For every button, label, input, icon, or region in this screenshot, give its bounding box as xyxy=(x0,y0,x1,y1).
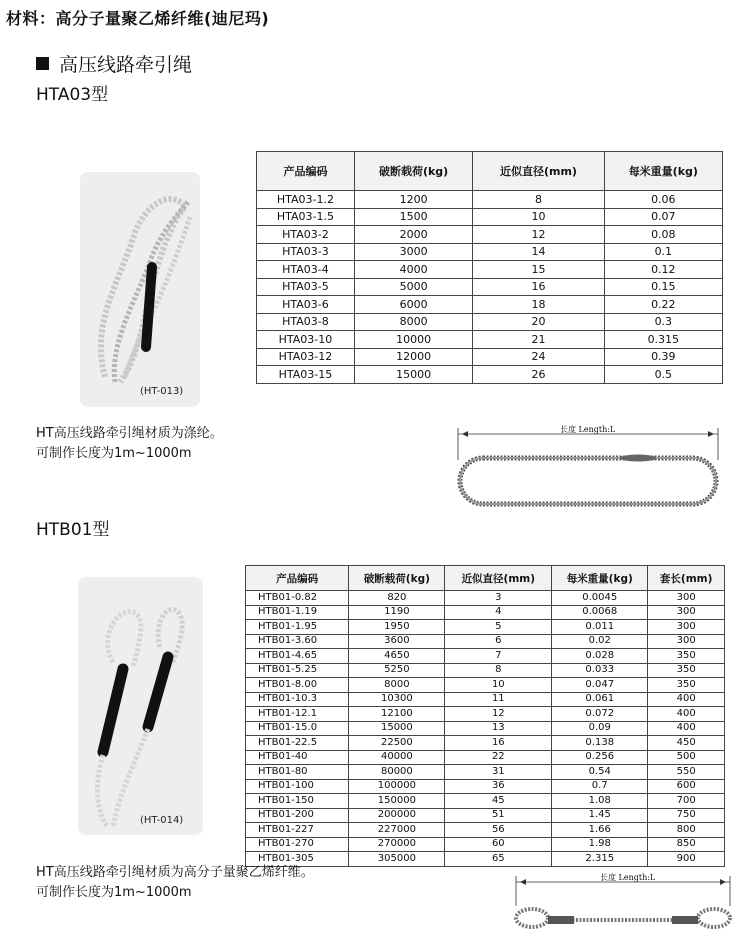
table-cell: HTB01-305 xyxy=(246,852,349,867)
model2-spec-table xyxy=(245,565,725,867)
table-cell: HTB01-10.3 xyxy=(246,692,349,707)
table-row xyxy=(257,313,723,331)
table-cell: 227000 xyxy=(349,823,445,838)
model1-description xyxy=(36,424,223,464)
table-cell: 350 xyxy=(648,678,725,693)
table-cell: HTA03-12 xyxy=(257,348,355,366)
table-cell: 10 xyxy=(445,678,552,693)
model1-desc-line2: 可制作长度为1m~1000m xyxy=(36,446,192,461)
table-cell: 11 xyxy=(445,692,552,707)
model2-diagram-label: 长度 Length:L xyxy=(600,873,656,882)
table-cell: 350 xyxy=(648,663,725,678)
table-header: 套长(mm) xyxy=(648,566,725,591)
table-cell: 1190 xyxy=(349,605,445,620)
table-row xyxy=(246,765,725,780)
table-cell: 400 xyxy=(648,692,725,707)
table-cell: 16 xyxy=(473,278,604,296)
table-cell: HTB01-12.1 xyxy=(246,707,349,722)
table-cell: 13 xyxy=(445,721,552,736)
model2-photo-caption: (HT-014) xyxy=(140,815,184,826)
table-row xyxy=(246,678,725,693)
table-cell: 2.315 xyxy=(552,852,648,867)
table-cell: 21 xyxy=(473,331,604,349)
table-cell: 300 xyxy=(648,591,725,606)
table-cell: 1950 xyxy=(349,620,445,635)
table-cell: 400 xyxy=(648,721,725,736)
square-bullet-icon xyxy=(36,57,49,70)
table-cell: 400 xyxy=(648,707,725,722)
table-cell: 8000 xyxy=(354,313,472,331)
table-cell: 1200 xyxy=(354,191,472,209)
table-cell: 3000 xyxy=(354,243,472,261)
material-heading: 材料：高分子量聚乙烯纤维(迪尼玛) xyxy=(6,9,270,28)
table-cell: 270000 xyxy=(349,837,445,852)
table-cell: 5 xyxy=(445,620,552,635)
table-cell: 450 xyxy=(648,736,725,751)
table-cell: 18 xyxy=(473,296,604,314)
table-cell: 0.028 xyxy=(552,649,648,664)
model2-title: HTB01型 xyxy=(36,520,110,540)
table-cell: HTA03-8 xyxy=(257,313,355,331)
table-cell: 0.072 xyxy=(552,707,648,722)
table-cell: 8 xyxy=(473,191,604,209)
table-cell: 12100 xyxy=(349,707,445,722)
table-cell: 1.08 xyxy=(552,794,648,809)
model1-diagram-label: 长度 Length:L xyxy=(560,425,616,434)
table-cell: 200000 xyxy=(349,808,445,823)
table-header: 破断载荷(kg) xyxy=(349,566,445,591)
table-row xyxy=(246,591,725,606)
section-title-text: 高压线路牵引绳 xyxy=(59,54,193,76)
table-cell: 300 xyxy=(648,605,725,620)
table-cell: 31 xyxy=(445,765,552,780)
table-cell: HTB01-40 xyxy=(246,750,349,765)
table-cell: HTB01-3.60 xyxy=(246,634,349,649)
table-cell: 305000 xyxy=(349,852,445,867)
table-cell: 0.315 xyxy=(604,331,722,349)
table-cell: 6000 xyxy=(354,296,472,314)
table-row xyxy=(246,750,725,765)
table-cell: 22500 xyxy=(349,736,445,751)
table-header: 产品编码 xyxy=(246,566,349,591)
table-cell: HTA03-3 xyxy=(257,243,355,261)
table-cell: 0.011 xyxy=(552,620,648,635)
table-cell: 20 xyxy=(473,313,604,331)
table-cell: 0.39 xyxy=(604,348,722,366)
table-cell: HTB01-1.19 xyxy=(246,605,349,620)
table-cell: HTB01-227 xyxy=(246,823,349,838)
table-row xyxy=(257,331,723,349)
rope-coil-image xyxy=(80,172,200,407)
table-cell: 5000 xyxy=(354,278,472,296)
rope-sling-image xyxy=(78,577,203,835)
table-row xyxy=(257,348,723,366)
table-cell: 150000 xyxy=(349,794,445,809)
table-cell: 0.0068 xyxy=(552,605,648,620)
table-cell: 10300 xyxy=(349,692,445,707)
table-cell: 36 xyxy=(445,779,552,794)
model1-photo-caption: (HT-013) xyxy=(140,386,184,397)
table-cell: 10 xyxy=(473,208,604,226)
table-cell: 1.45 xyxy=(552,808,648,823)
table-cell: 56 xyxy=(445,823,552,838)
table-row xyxy=(246,823,725,838)
table-cell: 15 xyxy=(473,261,604,279)
table-cell: 0.09 xyxy=(552,721,648,736)
table-cell: 0.06 xyxy=(604,191,722,209)
table-cell: 0.047 xyxy=(552,678,648,693)
table-cell: HTB01-200 xyxy=(246,808,349,823)
table-cell: 65 xyxy=(445,852,552,867)
table-cell: HTA03-2 xyxy=(257,226,355,244)
table-cell: 60 xyxy=(445,837,552,852)
model2-desc-line1: HT高压线路牵引绳材质为高分子量聚乙烯纤维。 xyxy=(36,865,314,880)
table-row xyxy=(257,226,723,244)
table-header: 每米重量(kg) xyxy=(552,566,648,591)
table-cell: HTB01-4.65 xyxy=(246,649,349,664)
table-cell: 4000 xyxy=(354,261,472,279)
table-cell: 820 xyxy=(349,591,445,606)
table-cell: HTB01-0.82 xyxy=(246,591,349,606)
table-row xyxy=(257,366,723,384)
table-cell: 45 xyxy=(445,794,552,809)
table-row xyxy=(257,243,723,261)
table-row xyxy=(246,649,725,664)
table-cell: 22 xyxy=(445,750,552,765)
table-cell: HTB01-1.95 xyxy=(246,620,349,635)
table-cell: 8000 xyxy=(349,678,445,693)
model1-length-diagram xyxy=(440,420,730,512)
table-cell: 500 xyxy=(648,750,725,765)
table-cell: HTA03-15 xyxy=(257,366,355,384)
model2-desc-line2: 可制作长度为1m~1000m xyxy=(36,885,192,900)
table-cell: 3600 xyxy=(349,634,445,649)
table-cell: 0.256 xyxy=(552,750,648,765)
table-cell: 1500 xyxy=(354,208,472,226)
table-cell: 0.22 xyxy=(604,296,722,314)
section-title xyxy=(36,50,192,77)
table-cell: 0.3 xyxy=(604,313,722,331)
table-cell: 100000 xyxy=(349,779,445,794)
table-cell: 40000 xyxy=(349,750,445,765)
table-header: 破断载荷(kg) xyxy=(354,152,472,191)
table-cell: HTA03-1.2 xyxy=(257,191,355,209)
table-cell: HTA03-5 xyxy=(257,278,355,296)
table-row xyxy=(246,852,725,867)
table-row xyxy=(246,779,725,794)
table-header: 近似直径(mm) xyxy=(473,152,604,191)
table-cell: 0.0045 xyxy=(552,591,648,606)
table-cell: HTA03-6 xyxy=(257,296,355,314)
model1-spec-table xyxy=(256,151,723,384)
table-cell: 3 xyxy=(445,591,552,606)
table-cell: 0.138 xyxy=(552,736,648,751)
table-cell: 26 xyxy=(473,366,604,384)
table-row xyxy=(257,261,723,279)
table-cell: 16 xyxy=(445,736,552,751)
table-cell: 300 xyxy=(648,620,725,635)
table-cell: HTA03-10 xyxy=(257,331,355,349)
table-cell: HTA03-1.5 xyxy=(257,208,355,226)
table-cell: 80000 xyxy=(349,765,445,780)
table-cell: 700 xyxy=(648,794,725,809)
table-cell: 0.1 xyxy=(604,243,722,261)
table-cell: 12 xyxy=(445,707,552,722)
table-cell: 0.54 xyxy=(552,765,648,780)
table-header: 每米重量(kg) xyxy=(604,152,722,191)
table-cell: HTB01-100 xyxy=(246,779,349,794)
model1-product-photo xyxy=(80,172,200,407)
table-cell: 7 xyxy=(445,649,552,664)
table-header: 产品编码 xyxy=(257,152,355,191)
table-cell: 1.66 xyxy=(552,823,648,838)
table-cell: 4 xyxy=(445,605,552,620)
table-cell: 900 xyxy=(648,852,725,867)
table-row xyxy=(246,692,725,707)
table-row xyxy=(246,620,725,635)
table-row xyxy=(246,794,725,809)
table-row xyxy=(257,296,723,314)
table-cell: 750 xyxy=(648,808,725,823)
table-cell: 550 xyxy=(648,765,725,780)
table-cell: 14 xyxy=(473,243,604,261)
table-cell: 15000 xyxy=(354,366,472,384)
table-cell: HTB01-150 xyxy=(246,794,349,809)
table-cell: 350 xyxy=(648,649,725,664)
table-cell: 12 xyxy=(473,226,604,244)
table-row xyxy=(246,736,725,751)
table-row xyxy=(257,191,723,209)
table-cell: HTB01-270 xyxy=(246,837,349,852)
table-cell: 0.07 xyxy=(604,208,722,226)
table-cell: 0.5 xyxy=(604,366,722,384)
table-cell: 10000 xyxy=(354,331,472,349)
table-cell: 0.7 xyxy=(552,779,648,794)
model2-product-photo xyxy=(78,577,203,835)
table-cell: 5250 xyxy=(349,663,445,678)
model1-title: HTA03型 xyxy=(36,85,109,105)
table-cell: HTB01-5.25 xyxy=(246,663,349,678)
model1-desc-line1: HT高压线路牵引绳材质为涤纶。 xyxy=(36,426,223,441)
table-cell: 24 xyxy=(473,348,604,366)
table-cell: 4650 xyxy=(349,649,445,664)
table-cell: 300 xyxy=(648,634,725,649)
table-cell: 12000 xyxy=(354,348,472,366)
table-cell: HTB01-22.5 xyxy=(246,736,349,751)
table-row xyxy=(246,707,725,722)
table-cell: 0.061 xyxy=(552,692,648,707)
table-cell: 6 xyxy=(445,634,552,649)
table-cell: 0.15 xyxy=(604,278,722,296)
table-cell: HTB01-15.0 xyxy=(246,721,349,736)
table-cell: 1.98 xyxy=(552,837,648,852)
table-cell: HTB01-8.00 xyxy=(246,678,349,693)
table-cell: 0.02 xyxy=(552,634,648,649)
table-row xyxy=(246,721,725,736)
table-row xyxy=(257,278,723,296)
model2-length-diagram xyxy=(508,870,736,938)
table-cell: 15000 xyxy=(349,721,445,736)
table-cell: 0.033 xyxy=(552,663,648,678)
table-cell: 0.08 xyxy=(604,226,722,244)
table-row xyxy=(246,634,725,649)
table-header: 近似直径(mm) xyxy=(445,566,552,591)
table-cell: 8 xyxy=(445,663,552,678)
table-cell: HTA03-4 xyxy=(257,261,355,279)
table-cell: HTB01-80 xyxy=(246,765,349,780)
table-row xyxy=(257,208,723,226)
table-cell: 0.12 xyxy=(604,261,722,279)
table-cell: 850 xyxy=(648,837,725,852)
model2-description xyxy=(36,863,314,903)
table-cell: 2000 xyxy=(354,226,472,244)
table-row xyxy=(246,837,725,852)
table-cell: 51 xyxy=(445,808,552,823)
table-row xyxy=(246,663,725,678)
table-row xyxy=(246,808,725,823)
table-cell: 800 xyxy=(648,823,725,838)
table-row xyxy=(246,605,725,620)
table-cell: 600 xyxy=(648,779,725,794)
